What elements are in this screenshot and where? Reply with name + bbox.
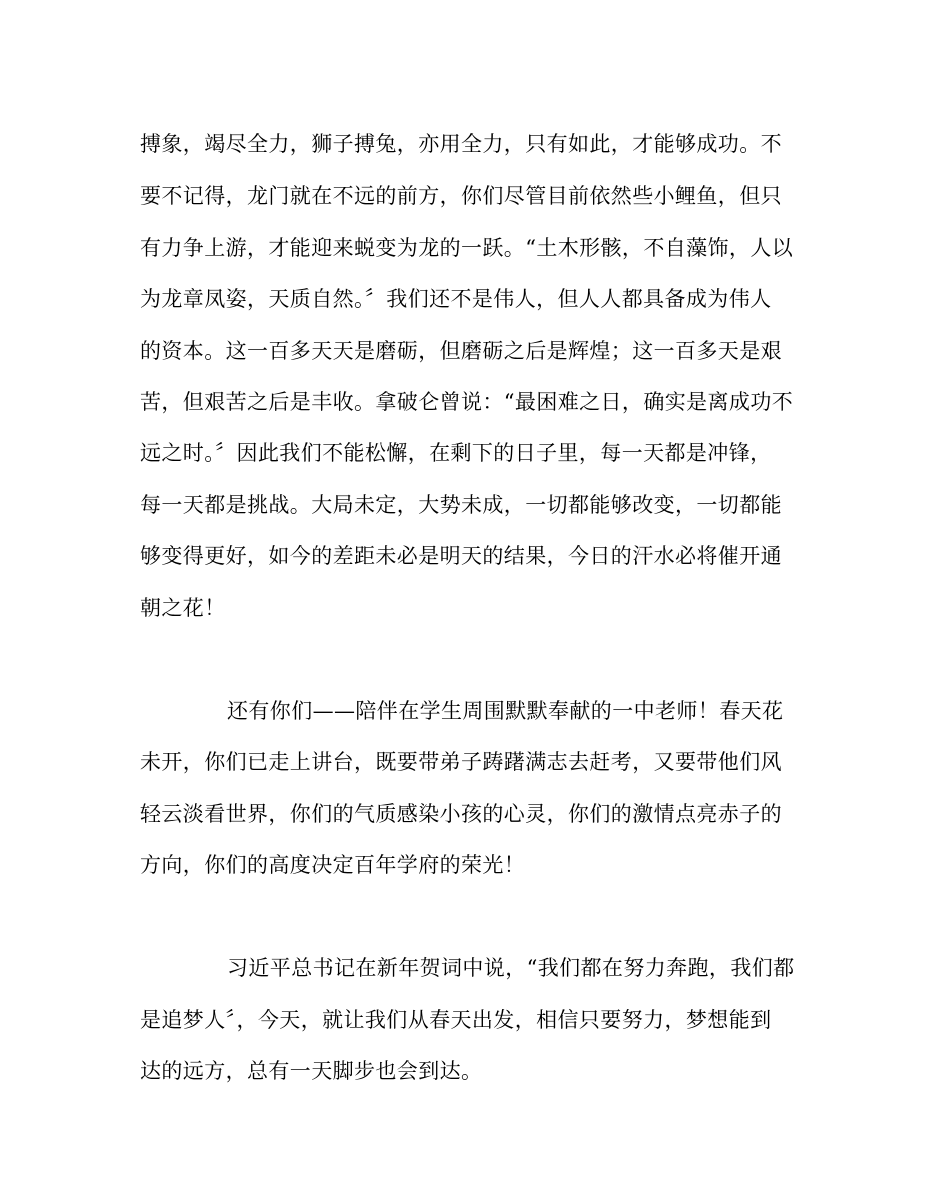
text-line: 为龙章凤姿，天质自然。〞我们还不是伟人，但人人都具备成为伟人 bbox=[140, 287, 772, 311]
text-line: 远之时。〞因此我们不能松懈，在剩下的日子里，每一天都是冲锋， bbox=[140, 441, 772, 465]
text-line: 方向，你们的高度决定百年学府的荣光！ bbox=[140, 853, 526, 877]
text-line: 轻云淡看世界，你们的气质感染小孩的心灵，你们的激情点亮赤子的 bbox=[140, 802, 782, 826]
text-line: 苦，但艰苦之后是丰收。拿破仑曾说：“最困难之日，确实是离成功不 bbox=[140, 390, 794, 414]
text-line: 有力争上游，才能迎来蜕变为龙的一跃。“土木形骸，不自藻饰，人以 bbox=[140, 236, 794, 260]
text-line: 还有你们——陪伴在学生周围默默奉献的一中老师！春天花 bbox=[227, 699, 784, 723]
text-line: 要不记得，龙门就在不远的前方，你们尽管目前依然些小鲤鱼，但只 bbox=[140, 184, 782, 208]
text-line: 朝之花！ bbox=[140, 596, 226, 620]
text-line: 的资本。这一百多天天是磨砺，但磨砺之后是辉煌；这一百多天是艰 bbox=[140, 339, 782, 363]
text-line: 是追梦人〞，今天，就让我们从春天出发，相信只要努力，梦想能到 bbox=[140, 1008, 772, 1032]
text-line: 达的远方，总有一天脚步也会到达。 bbox=[140, 1059, 483, 1083]
text-line: 搏象，竭尽全力，狮子搏兔，亦用全力，只有如此，才能够成功。不 bbox=[140, 132, 782, 156]
text-line: 每一天都是挑战。大局未定，大势未成，一切都能够改变，一切都能 bbox=[140, 493, 782, 517]
text-line: 习近平总书记在新年贺词中说，“我们都在努力奔跑，我们都 bbox=[227, 956, 795, 980]
text-line: 未开，你们已走上讲台，既要带弟子踌躇满志去赶考，又要带他们风 bbox=[140, 750, 782, 774]
text-line: 够变得更好，如今的差距未必是明天的结果，今日的汗水必将催开通 bbox=[140, 544, 782, 568]
